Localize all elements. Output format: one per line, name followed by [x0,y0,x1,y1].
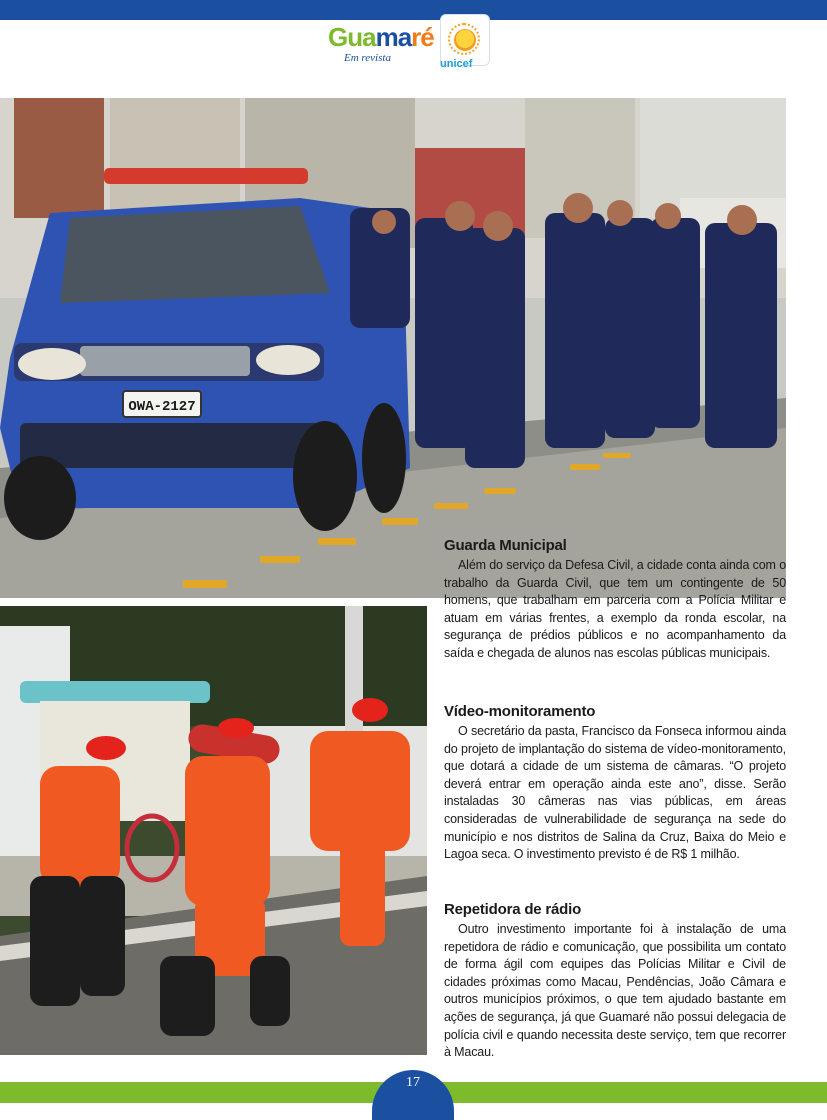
section-guarda-municipal [444,537,786,663]
top-color-bar [0,0,827,20]
guards-running-illustration [0,98,786,598]
section-body: Além do serviço da Defesa Civil, a cidade conta ainda com o trabalho da Guarda Civil, que tem um contingente de 50 homens, que trabalham em parceria com a Polícia Militar e atuam em várias frentes, a exemplo da ronda escolar, na segurança de prédios públicos e no acompanhamento da saída e chegada de alunos nas escolas públicas municipais. [444,558,786,660]
photo-civil-defense-drill [0,606,427,1055]
magazine-logo: Guamaré [328,22,434,52]
logo-tagline: Em revista [344,52,391,64]
section-body: O secretário da pasta, Francisco da Fonseca informou ainda do projeto de implantação do sistema de vídeo-monitoramento, que dotará a cidade de um sistema de câmaras. “O projeto deverá entrar em operação ainda este ano”, disse. Serão instaladas 30 câmeras nas vias públicas, em áreas consideradas de vulnerabilidade de segurança na sede do município e nos distritos de Salina da Cruz, Baixa do Meio e Lagoa seca. O investimento previsto é de R$ 1 milhão. [444,724,786,862]
license-plate: OWA-2127 [128,399,196,415]
section-repetidora-de-radio [444,901,786,1062]
section-title: Vídeo-monitoramento [444,703,596,720]
unicef-label: unicef [440,58,473,70]
page-number: 17 [406,1075,420,1090]
section-body: Outro investimento importante foi à instalação de uma repetidora de rádio e comunicação, que possibilita um contato de forma ágil com equipes das Polícias Militar e Civil de cidades próximas como Macau, Pendências, João Câmara e outros municípios próximos, o que tem ajudado bastante em ações de segurança, já que Guamaré não possui delegacia de polícia civil e quando necessita deste serviço, tem que recorrer à Macau. [444,922,786,1060]
magazine-masthead [326,18,496,80]
section-title: Repetidora de rádio [444,901,582,918]
photo-guards-running [0,98,786,598]
civil-defense-illustration [0,606,427,1055]
section-title: Guarda Municipal [444,537,567,554]
section-video-monitoramento [444,703,786,864]
